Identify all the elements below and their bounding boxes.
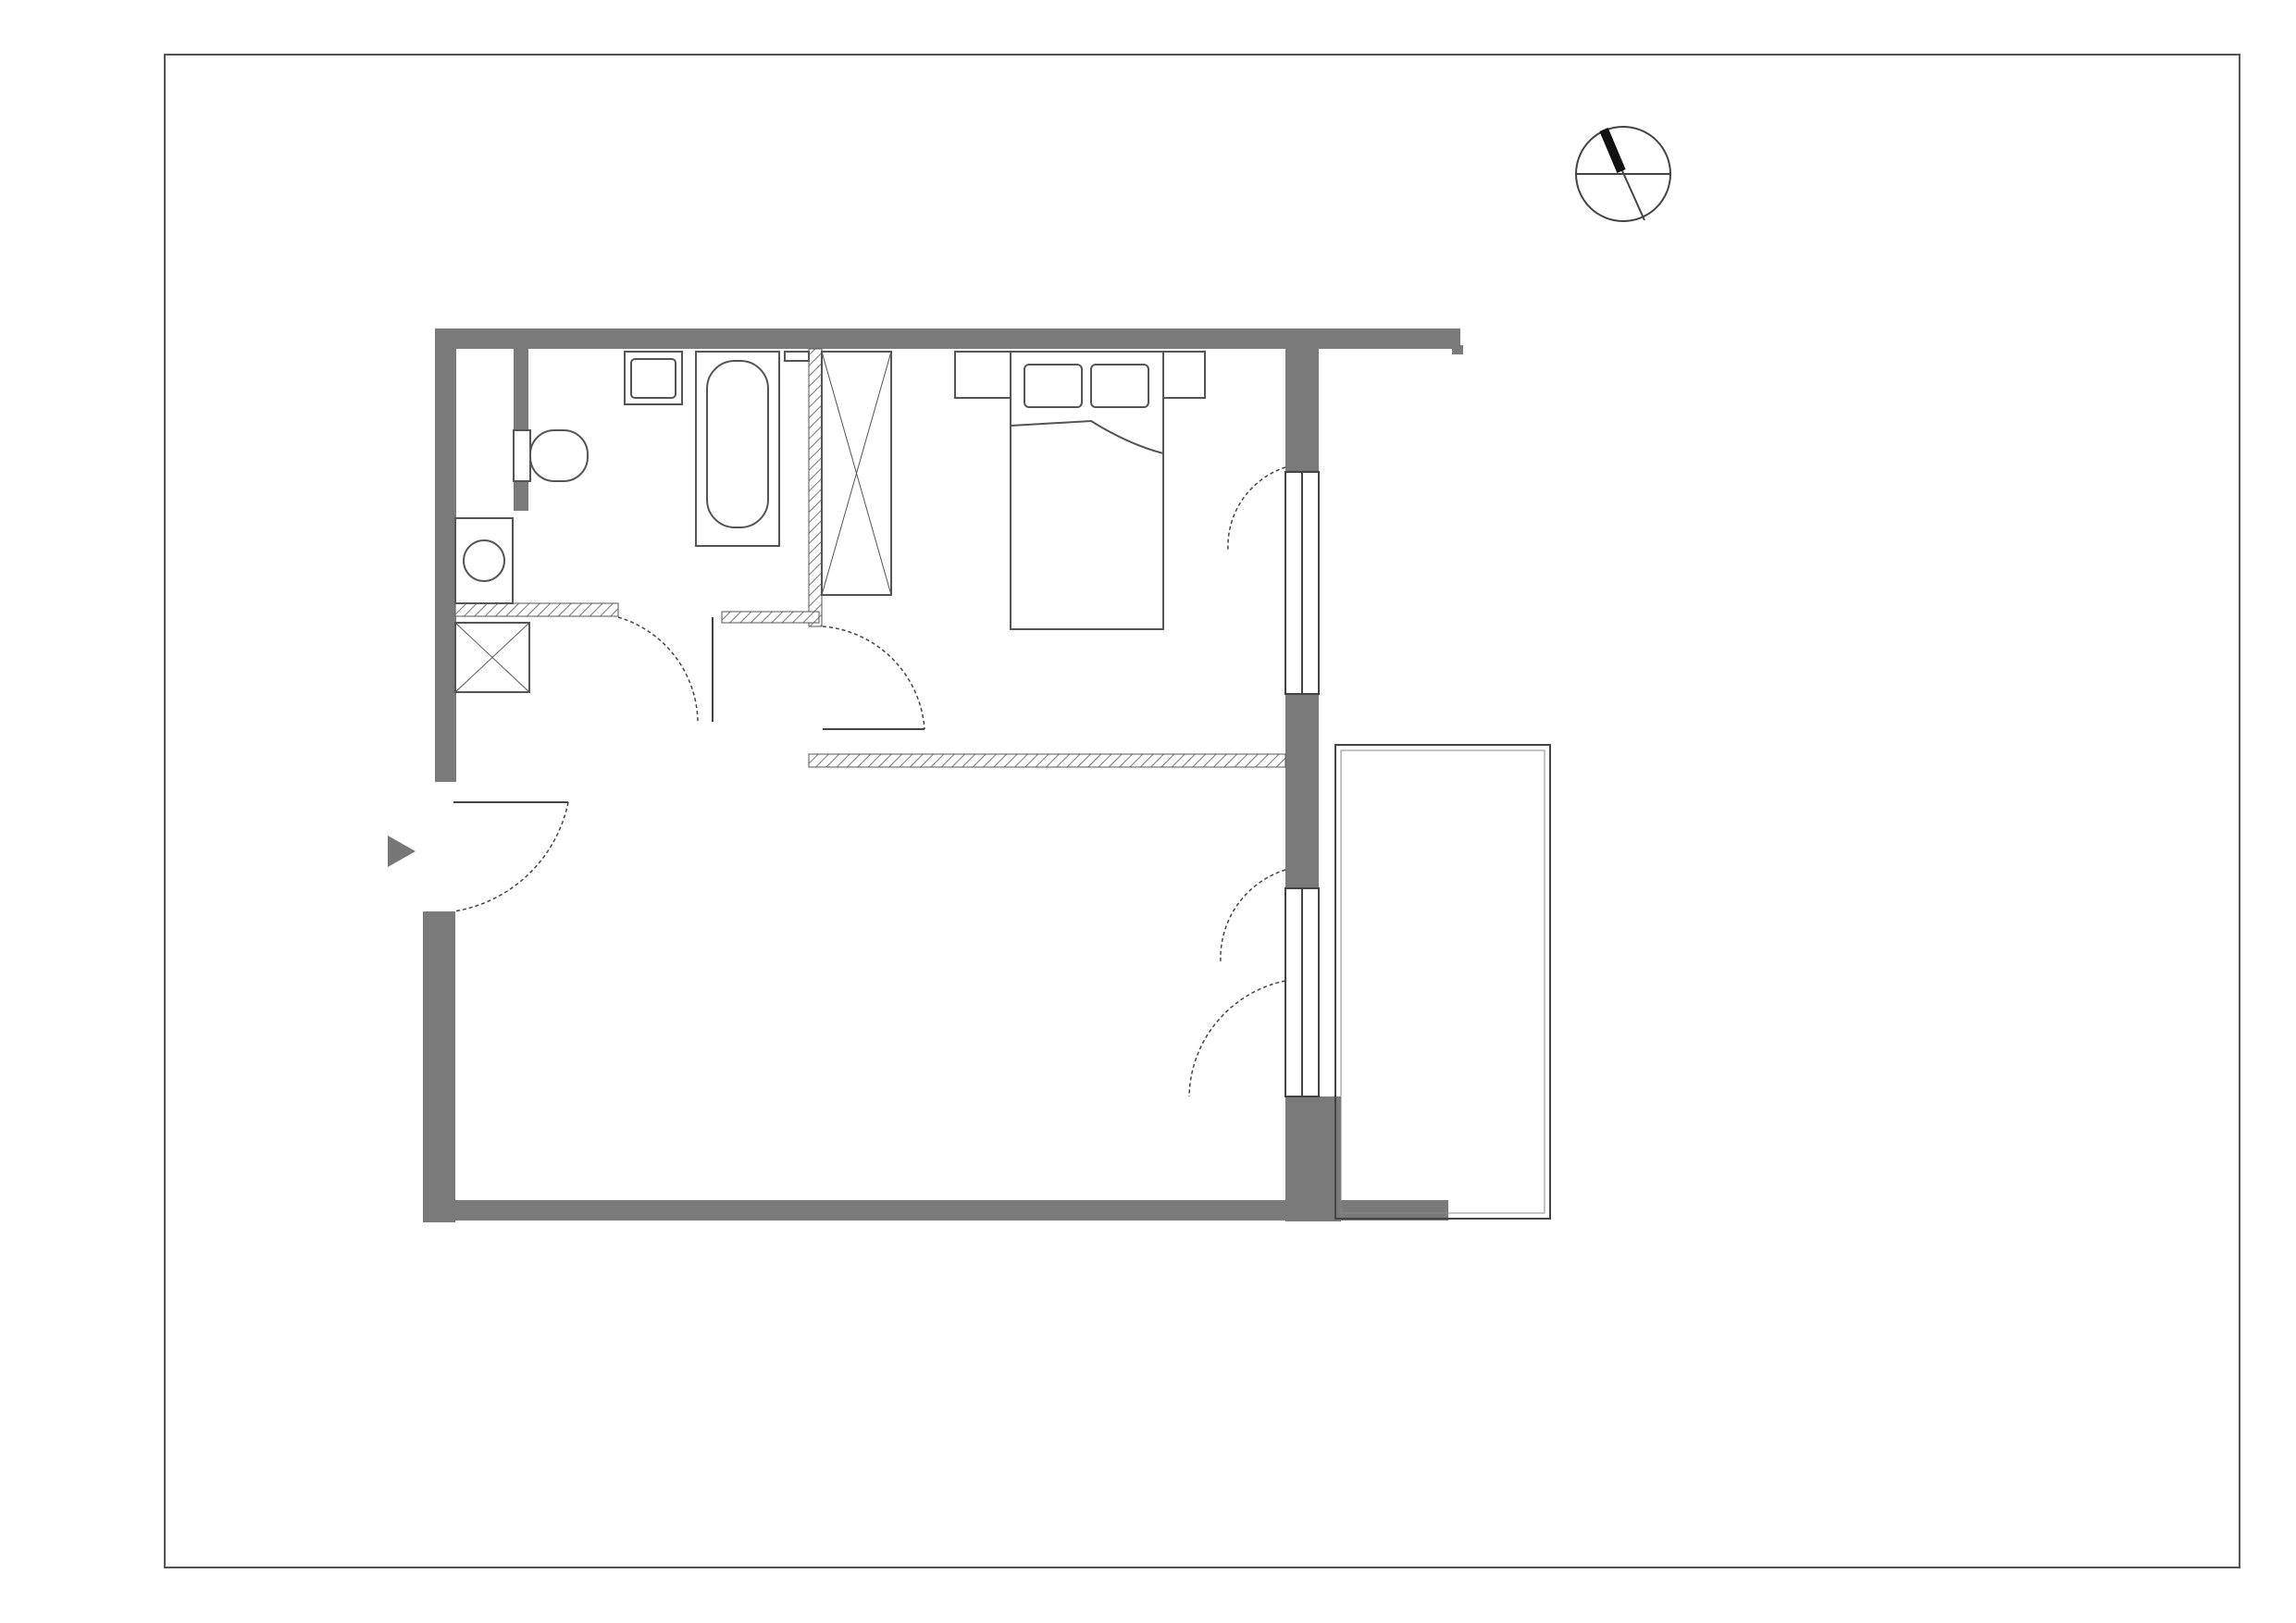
plan-drawing — [166, 56, 1751, 1369]
north-arrow-icon — [1576, 127, 1670, 221]
apartment-plan — [166, 56, 1751, 1369]
bedroom-furniture — [955, 352, 1205, 629]
entrance-arrow-icon — [388, 836, 416, 867]
floor-plan-sheet — [164, 54, 2240, 1568]
balcony — [1335, 745, 1550, 1219]
